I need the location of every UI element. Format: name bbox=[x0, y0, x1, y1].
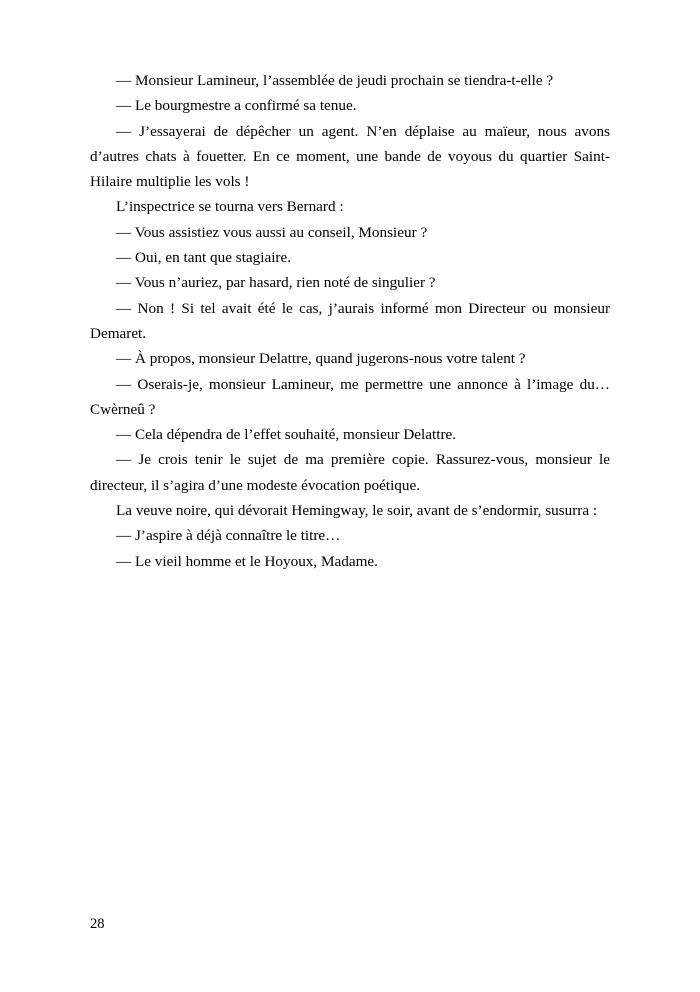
paragraph: — À propos, monsieur Delattre, quand jugerons-nous votre talent ? bbox=[116, 350, 526, 368]
paragraph: — Monsieur Lamineur, l’assemblée de jeudi prochain se tiendra-t-elle ? bbox=[116, 72, 554, 89]
paragraph: — Le vieil homme et le Hoyoux, Madame. bbox=[116, 552, 378, 570]
paragraph: — J’aspire à déjà connaître le titre… bbox=[116, 527, 341, 545]
paragraph: — Je crois tenir le sujet de ma première copie. Rassurez-vous, monsieur le directeur, il s’agira d’une modeste évocation poétique. bbox=[90, 451, 610, 494]
paragraph: L’inspectrice se tourna vers Bernard : bbox=[116, 198, 344, 216]
paragraph: — Cela dépendra de l’effet souhaité, monsieur Delattre. bbox=[116, 426, 457, 444]
paragraph: — Vous n’auriez, par hasard, rien noté de singulier ? bbox=[116, 274, 436, 292]
paragraph: — Oserais-je, monsieur Lamineur, me permettre une annonce à l’image du… Cwèrneû ? bbox=[90, 375, 610, 418]
paragraph: — Oui, en tant que stagiaire. bbox=[116, 249, 292, 267]
paragraph: — Vous assistiez vous aussi au conseil, Monsieur ? bbox=[116, 223, 428, 241]
body-text bbox=[90, 68, 610, 574]
paragraph: — J’essayerai de dépêcher un agent. N’en déplaise au maïeur, nous avons d’autres chats à fouetter. En ce moment, une bande de voyous du quartier Saint-Hilaire multiplie les vols ! bbox=[90, 122, 610, 191]
paragraph: — Le bourgmestre a confirmé sa tenue. bbox=[116, 97, 357, 115]
page-number: 28 bbox=[90, 916, 105, 932]
paragraph: La veuve noire, qui dévorait Hemingway, le soir, avant de s’endormir, susurra : bbox=[116, 502, 598, 520]
paragraph: — Non ! Si tel avait été le cas, j’aurais informé mon Directeur ou monsieur Demaret. bbox=[90, 299, 610, 342]
